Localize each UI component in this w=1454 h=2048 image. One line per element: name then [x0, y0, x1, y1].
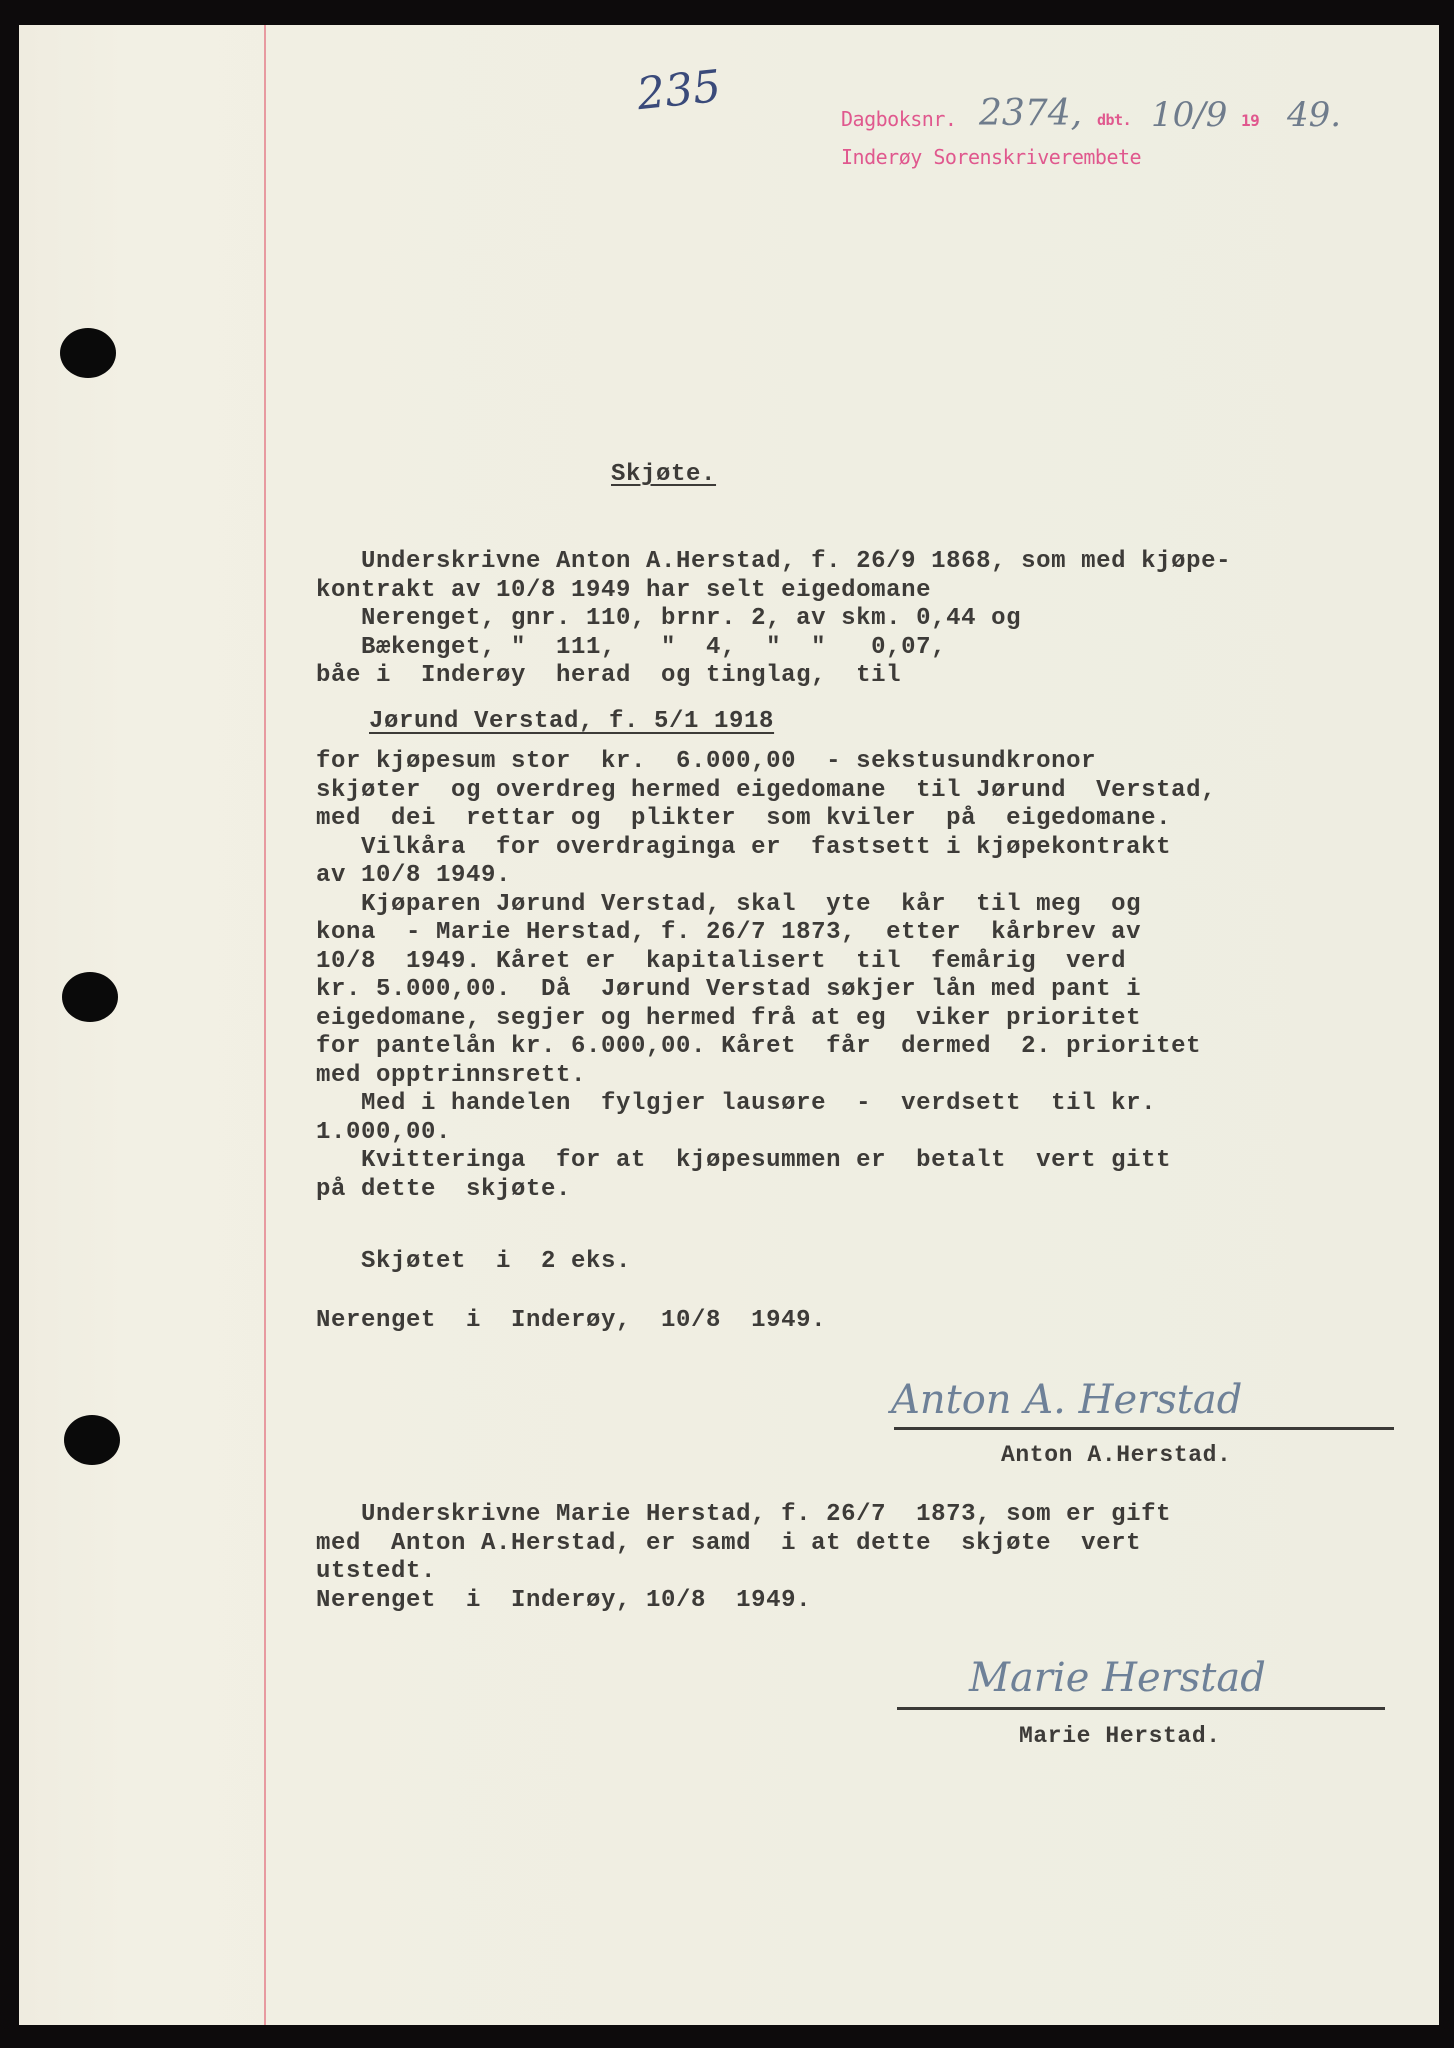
body-line: Bækenget, " 111, " 4, " " 0,07,	[316, 633, 947, 661]
copies-line: Skjøtet i 2 eks.	[316, 1248, 632, 1275]
body-line: med opptrinnsrett.	[316, 1061, 587, 1089]
handwritten-signature-anton: Anton A. Herstad	[891, 1377, 1243, 1423]
typed-name-anton: Anton A.Herstad.	[1001, 1442, 1232, 1468]
body-line: Kvitteringa for at kjøpesummen er betalt vert gitt	[316, 1147, 1172, 1174]
stamp-dagbok-number: 2374,	[979, 93, 1083, 134]
body-line: med Anton A.Herstad, er samd i at dette skjøte vert	[316, 1529, 1142, 1557]
punch-hole	[62, 972, 118, 1022]
body-line: Underskrivne Marie Herstad, f. 26/7 1873, som er gift	[316, 1501, 1172, 1528]
buyer-line: Jørund Verstad, f. 5/1 1918	[369, 708, 775, 735]
body-line: båe i Inderøy herad og tinglag, til	[316, 662, 902, 689]
body-line: Underskrivne Anton A.Herstad, f. 26/9 1868, som med kjøpe-	[316, 548, 1232, 575]
document-page	[19, 25, 1439, 2025]
body-line: Med i handelen fylgjer lausøre - verdsett til kr.	[316, 1090, 1157, 1117]
place-date-line-1: Nerenget i Inderøy, 10/8 1949.	[316, 1307, 827, 1334]
body-line: 1.000,00.	[316, 1118, 452, 1146]
body-line: eigedomane, segjer og hermed frå at eg viker prioritet	[316, 1004, 1142, 1032]
punch-hole	[64, 1415, 120, 1465]
signature-line	[894, 1427, 1394, 1430]
stamp-line-2: Inderøy Sorenskriverembete	[841, 145, 1142, 169]
body-line: på dette skjøte.	[316, 1175, 572, 1203]
stamp-date-mark: 19	[1241, 111, 1260, 130]
stamp-date-day-month: 10/9	[1151, 95, 1228, 135]
body-line: kona - Marie Herstad, f. 26/7 1873, etter kårbrev av	[316, 919, 1142, 946]
body-line: kontrakt av 10/8 1949 har selt eigedomane	[316, 576, 932, 604]
body-line: for kjøpesum stor kr. 6.000,00 - sekstusundkronor	[316, 748, 1097, 775]
body-line: av 10/8 1949.	[316, 862, 512, 889]
document-title: Skjøte.	[611, 461, 717, 488]
signature-line	[897, 1707, 1385, 1710]
body-line: Kjøparen Jørund Verstad, skal yte kår til meg og	[316, 890, 1142, 918]
stamp-date-year: 49.	[1287, 95, 1342, 135]
body-line: Nerenget i Inderøy, 10/8 1949.	[316, 1586, 812, 1614]
body-line: for pantelån kr. 6.000,00. Kåret får dermed 2. prioritet	[316, 1033, 1202, 1060]
body-line: 10/8 1949. Kåret er kapitalisert til femårig verd	[316, 947, 1127, 975]
body-line: Vilkåra for overdraginga er fastsett i kjøpekontrakt	[316, 833, 1172, 861]
body-line: Nerenget, gnr. 110, brnr. 2, av skm. 0,44 og	[316, 605, 1022, 632]
handwritten-signature-marie: Marie Herstad	[969, 1655, 1266, 1701]
body-line: kr. 5.000,00. Då Jørund Verstad søkjer lån med pant i	[316, 976, 1142, 1003]
punch-hole	[60, 328, 116, 378]
stamp-line-1-prefix: Dagboksnr.	[841, 107, 957, 131]
typed-name-marie: Marie Herstad.	[1019, 1723, 1221, 1749]
body-line: med dei rettar og plikter som kviler på eigedomane.	[316, 805, 1172, 832]
handwritten-page-number: 235	[634, 60, 724, 121]
body-line: skjøter og overdreg hermed eigedomane til Jørund Verstad,	[316, 776, 1217, 804]
stamp-line-1-mid: dbt.	[1097, 111, 1132, 129]
red-margin-line	[264, 25, 266, 2025]
body-line: utstedt.	[316, 1558, 437, 1585]
